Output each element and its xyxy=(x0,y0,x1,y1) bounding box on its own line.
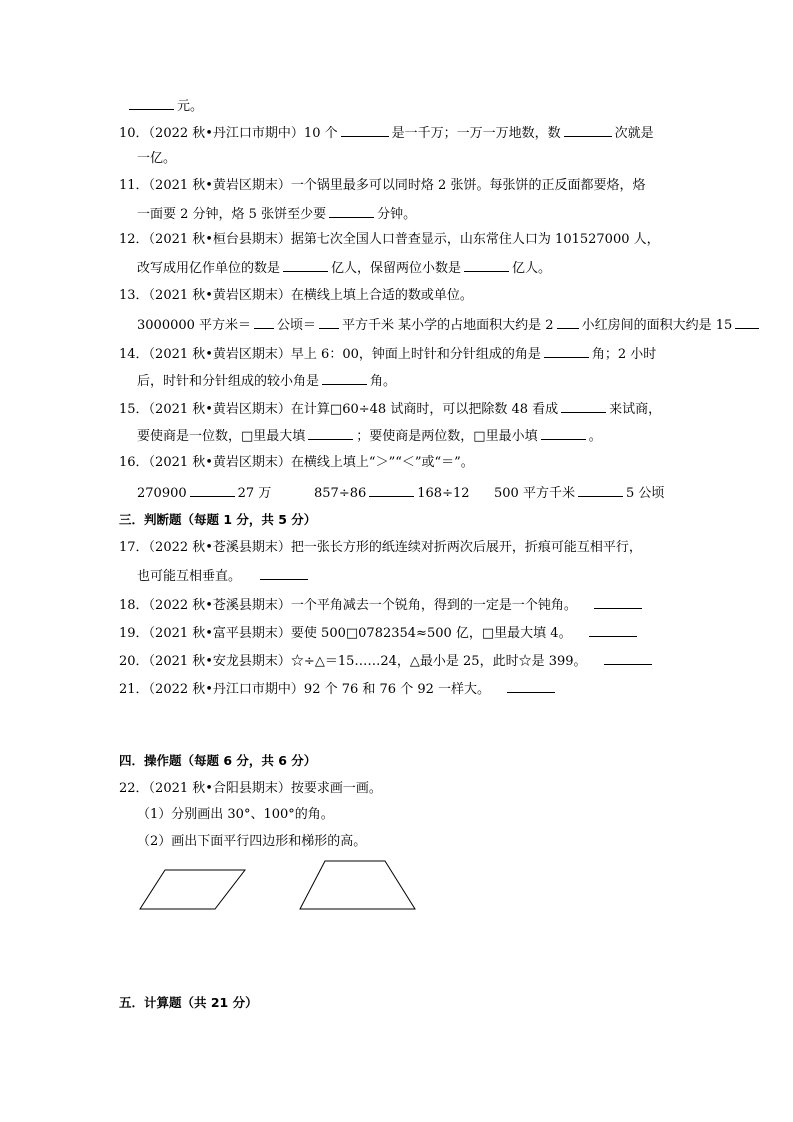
text: 。 xyxy=(588,429,602,444)
question-16-compare-1 xyxy=(137,483,271,503)
text: 元。 xyxy=(177,99,204,114)
answer-blank[interactable] xyxy=(190,483,235,497)
answer-blank[interactable] xyxy=(369,483,414,497)
answer-blank[interactable] xyxy=(541,426,586,440)
answer-blank[interactable] xyxy=(129,96,174,110)
text: 小红房间的面积大约是 15 xyxy=(581,318,733,333)
text: 14．（2021 秋•黄岩区期末）早上 6：00，钟面上时针和分针组成的角是 xyxy=(119,347,541,362)
answer-blank[interactable] xyxy=(578,483,623,497)
question-20 xyxy=(119,651,655,671)
text: 500 平方千米 xyxy=(494,486,575,501)
text: 也可能互相垂直。 xyxy=(137,569,242,584)
parallelogram-shape[interactable] xyxy=(140,870,245,909)
question-17-line2 xyxy=(137,566,311,586)
question-17: 17．（2022 秋•苍溪县期末）把一张长方形的纸连续对折两次后展开，折痕可能互相平行， xyxy=(119,540,642,555)
answer-blank[interactable] xyxy=(507,679,555,693)
answer-blank[interactable] xyxy=(322,371,367,385)
section-heading: 三．判断题（每题 1 分，共 5 分） xyxy=(119,512,317,527)
text: 后，时针和分针组成的较小角是 xyxy=(137,374,320,389)
text: 分钟。 xyxy=(377,207,417,222)
answer-blank[interactable] xyxy=(308,426,353,440)
question-10-line2: 一亿。 xyxy=(137,151,177,166)
text: 21．（2022 秋•丹江口市期中）92 个 76 和 76 个 92 一样大。 xyxy=(119,682,491,697)
answer-blank[interactable] xyxy=(604,651,652,665)
answer-blank[interactable] xyxy=(329,204,374,218)
answer-blank[interactable] xyxy=(735,315,759,329)
text: 角；2 小时 xyxy=(591,347,657,362)
text: 平方千米 某小学的占地面积大约是 2 xyxy=(342,318,554,333)
question-15 xyxy=(119,399,661,419)
question-11-line2 xyxy=(137,204,416,224)
question-13-line2 xyxy=(137,315,762,335)
answer-blank[interactable] xyxy=(341,123,389,137)
answer-blank[interactable] xyxy=(283,258,328,272)
text: 改写成用亿作单位的数是 xyxy=(137,261,281,276)
text: 19．（2021 秋•富平县期末）要使 500□0782354≈500 亿，□里最大填 4。 xyxy=(119,626,572,641)
text: 亿人，保留两位小数是 xyxy=(331,261,462,276)
answer-blank[interactable] xyxy=(561,399,606,413)
text: 亿人。 xyxy=(512,261,552,276)
text: 168÷12 xyxy=(417,486,470,501)
question-10 xyxy=(119,123,654,143)
question-13: 13．（2021 秋•黄岩区期末）在横线上填上合适的数或单位。 xyxy=(119,288,473,303)
text: 公顷＝ xyxy=(277,318,317,333)
question-22-sub1: （1）分别画出 30°、100°的角。 xyxy=(137,807,334,822)
answer-blank[interactable] xyxy=(589,623,637,637)
text: 20．（2021 秋•安龙县期末）☆÷△＝15……24，△最小是 25，此时☆是 399。 xyxy=(119,654,587,669)
q9-tail xyxy=(126,96,203,116)
text: 一面要 2 分钟，烙 5 张饼至少要 xyxy=(137,207,327,222)
text: 10．（2022 秋•丹江口市期中）10 个 xyxy=(119,126,338,141)
text: 是一千万；一万一万地数，数 xyxy=(391,126,561,141)
answer-blank[interactable] xyxy=(544,344,589,358)
text: 3000000 平方米＝ xyxy=(137,318,252,333)
answer-blank[interactable] xyxy=(260,566,308,580)
text: 18．（2022 秋•苍溪县期末）一个平角减去一个锐角，得到的一定是一个钝角。 xyxy=(119,598,577,613)
question-14-line2 xyxy=(137,371,396,391)
question-16: 16．（2021 秋•黄岩区期末）在横线上填上“＞”“＜”或“＝”。 xyxy=(119,455,474,470)
text: 5 公顷 xyxy=(625,486,665,501)
shapes-figure xyxy=(135,860,435,920)
question-12: 12．（2021 秋•桓台县期末）据第七次全国人口普查显示，山东常住人口为 101527000 人， xyxy=(119,232,660,247)
section-heading: 四．操作题（每题 6 分，共 6 分） xyxy=(119,753,317,768)
question-19 xyxy=(119,623,640,643)
section-title-4 xyxy=(119,752,316,771)
question-15-line2 xyxy=(137,426,602,446)
text: 角。 xyxy=(370,374,397,389)
question-14 xyxy=(119,344,656,364)
text: 来试商， xyxy=(609,402,662,417)
text: 270900 xyxy=(137,486,187,501)
answer-blank[interactable] xyxy=(594,595,642,609)
section-title-5 xyxy=(119,994,258,1013)
question-22-sub2: （2）画出下面平行四边形和梯形的高。 xyxy=(137,834,367,849)
trapezoid-shape[interactable] xyxy=(300,861,415,909)
section-title-3 xyxy=(119,511,316,530)
answer-blank[interactable] xyxy=(464,258,509,272)
question-18 xyxy=(119,595,645,615)
text: 857÷86 xyxy=(314,486,367,501)
answer-blank[interactable] xyxy=(319,315,339,329)
question-21 xyxy=(119,679,558,699)
answer-blank[interactable] xyxy=(557,315,579,329)
text: 要使商是一位数，□里最大填 xyxy=(137,429,306,444)
answer-blank[interactable] xyxy=(564,123,612,137)
question-12-line2 xyxy=(137,258,551,278)
text: 15．（2021 秋•黄岩区期末）在计算□60÷48 试商时，可以把除数 48 看成 xyxy=(119,402,559,417)
question-16-compare-2 xyxy=(314,483,470,503)
text: 27 万 xyxy=(237,486,272,501)
answer-blank[interactable] xyxy=(254,315,274,329)
text: ；要使商是两位数，□里最小填 xyxy=(356,429,538,444)
question-16-compare-3 xyxy=(494,483,664,503)
question-11: 11．（2021 秋•黄岩区期末）一个锅里最多可以同时烙 2 张饼。每张饼的正反面都要烙，烙 xyxy=(119,178,646,193)
section-heading: 五．计算题（共 21 分） xyxy=(119,995,258,1010)
text: 次就是 xyxy=(614,126,654,141)
question-22: 22．（2021 秋•合阳县期末）按要求画一画。 xyxy=(119,781,382,796)
